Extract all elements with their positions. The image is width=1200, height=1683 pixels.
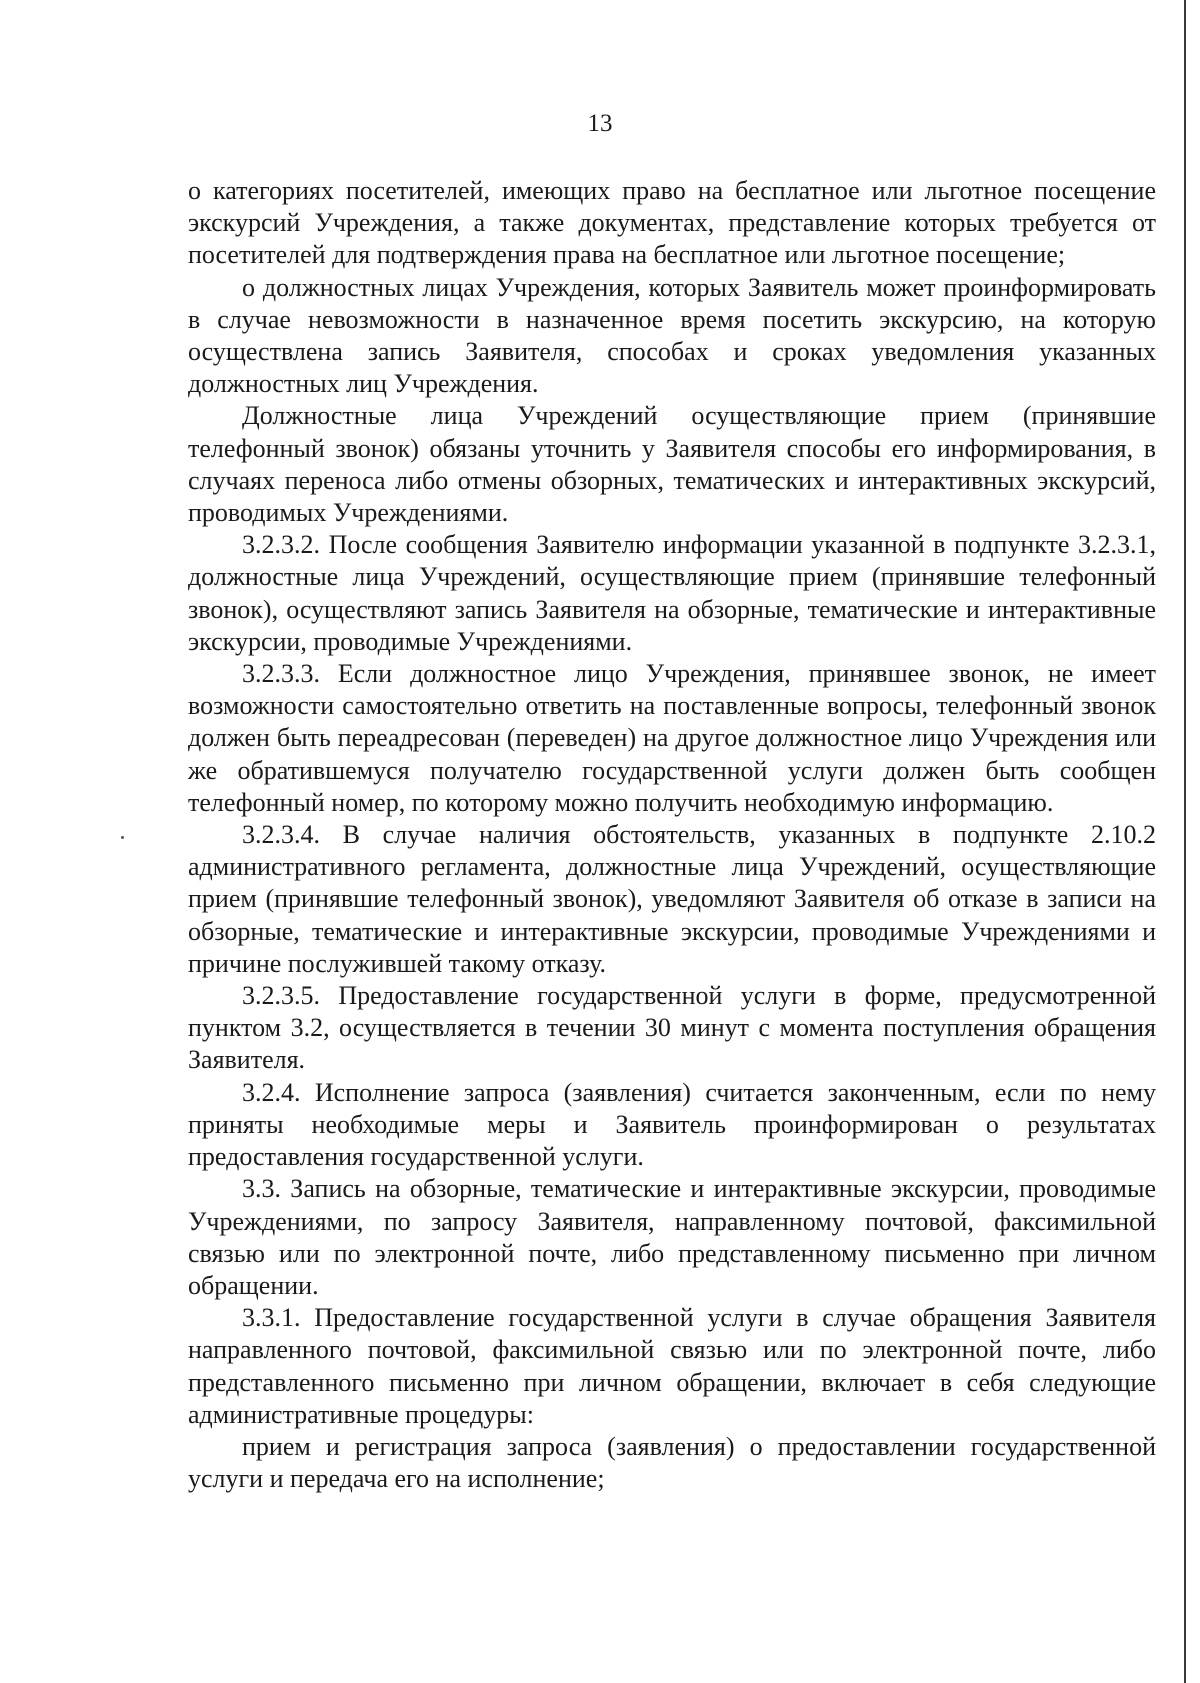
paragraph-3-2-3-2: 3.2.3.2. После сообщения Заявителю информации указанной в подпункте 3.2.3.1, должностные лица Учреждений, осуществляющие прием (принявшие телефонный звонок), осуществляют запись Заявителя на обзорные, тематические и интерактивные экскурсии, проводимые Учреждениями. [188, 530, 1156, 656]
paragraph-clarify-notification: Должностные лица Учреждений осуществляющие прием (принявшие телефонный звонок) обязаны уточнить у Заявителя способы его информирования, в случаях переноса либо отмены обзорных, тематических и интерактивных экскурсий, проводимых Учреждениями. [188, 401, 1156, 528]
scan-artifact-dot [121, 836, 124, 839]
paragraph-3-2-4: 3.2.4. Исполнение запроса (заявления) считается законченным, если по нему приняты необходимые меры и Заявитель проинформирован о результатах предоставления государственной услуги. [188, 1077, 1156, 1172]
paragraph-3-3-1: 3.3.1. Предоставление государственной услуги в случае обращения Заявителя направленного почтовой, факсимильной связью или по электронной почте, либо представленного письменно при личном обращении, включает в себя следующие административные процедуры: [188, 1303, 1156, 1429]
paragraph-3-2-3-5: 3.2.3.5. Предоставление государственной услуги в форме, предусмотренной пунктом 3.2, осуществляется в течении 30 минут с момента поступления обращения Заявителя. [188, 981, 1156, 1075]
paragraph-responsible-officials: о должностных лицах Учреждения, которых Заявитель может проинформировать в случае невозможности в назначенное время посетить экскурсию, на которую осуществлена запись Заявителя, способах и сроках уведомления указанных должностных лиц Учреждения. [188, 272, 1156, 399]
scan-edge-line [1184, 0, 1186, 1683]
paragraph-3-3: 3.3. Запись на обзорные, тематические и интерактивные экскурсии, проводимые Учреждениями, по запросу Заявителя, направленному почтовой, факсимильной связью или по электронной почте, либо представленному письменно при личном обращении. [188, 1174, 1156, 1300]
paragraph-visitor-categories: о категориях посетителей, имеющих право на бесплатное или льготное посещение экскурсий Учреждения, а также документах, представление которых требуется от посетителей для подтверждения права на бесплатное или льготное посещение; [188, 176, 1156, 270]
paragraph-request-registration: прием и регистрация запроса (заявления) о предоставлении государственной услуги и передача его на исполнение; [188, 1431, 1156, 1494]
paragraph-3-2-3-4: 3.2.3.4. В случае наличия обстоятельств, указанных в подпункте 2.10.2 административного регламента, должностные лица Учреждений, осуществляющие прием (принявшие телефонный звонок), уведомляют Заявителя об отказе в записи на обзорные, тематические и интерактивные экскурсии, проводимые Учреждениями и причине послужившей такому отказу. [188, 820, 1156, 978]
paragraph-3-2-3-3: 3.2.3.3. Если должностное лицо Учреждения, принявшее звонок, не имеет возможности самостоятельно ответить на поставленные вопросы, телефонный звонок должен быть переадресован (переведен) на другое должностное лицо Учреждения или же обратившемуся получателю государственной услуги должен быть сообщен телефонный номер, по которому можно получить необходимую информацию. [188, 659, 1156, 817]
page-number: 13 [587, 110, 613, 137]
document-body [188, 175, 1156, 1495]
